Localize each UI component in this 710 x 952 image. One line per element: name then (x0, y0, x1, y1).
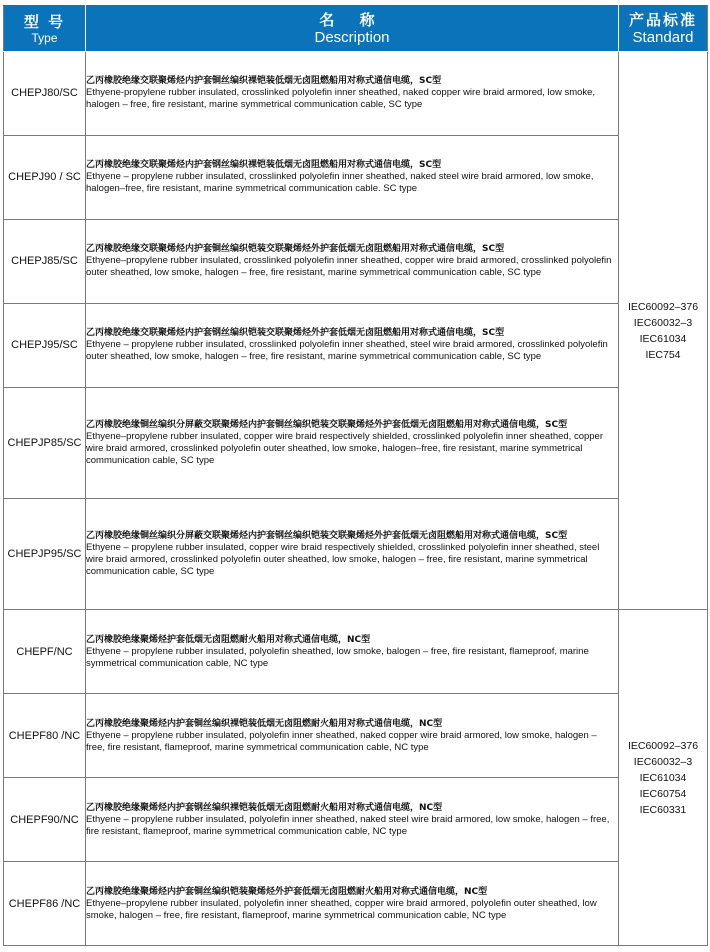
description-cn: 乙丙橡胶绝缘聚烯烃护套低烟无卤阻燃耐火船用对称式通信电缆，NC型 (86, 634, 371, 645)
description-en: Ethyene – propylene rubber insulated, polyolefin sheathed, low smoke, balogen – free, fire resistant, flameproof, marine symmetrical communication cable, NC type (86, 645, 589, 669)
table-body (4, 52, 708, 946)
type-cell: CHEPF90/NC (4, 778, 86, 862)
header-description-cn: 名 称 (319, 10, 385, 29)
standard-item: IEC60032–3 (633, 316, 693, 329)
description-en: Ethyene–propylene rubber insulated, polyolefin inner sheathed, copper wire braid armored, polyolefin outer sheathed, low smoke, halogen – free, fire resistant, flameproof, marine symmetrical communication cable, NC type (86, 897, 597, 921)
table-row (4, 610, 708, 694)
table-row (4, 135, 708, 219)
type-cell: CHEPJ80/SC (4, 52, 86, 136)
description-cell (86, 135, 619, 219)
header-description-en: Description (314, 28, 390, 46)
description-en: Ethyene – propylene rubber insulated, polyolefin inner sheathed, naked steel wire braid armored, low smoke, halogen – free, fire resistant, flameproof, marine symmetrical communication cable, NC type (86, 813, 610, 837)
type-cell: CHEPJ85/SC (4, 219, 86, 303)
description-cn: 乙丙橡胶绝缘交联聚烯烃内护套铜丝编织铠装交联聚烯烃外护套低烟无卤阻燃船用对称式通信电缆，SC型 (86, 244, 505, 255)
description-cn: 乙丙橡胶绝缘交联聚烯烃内护套钢丝编织铠装交联聚烯烃外护套低烟无卤阻燃船用对称式通信电缆，SC型 (86, 328, 505, 339)
header-type-cn: 型 号 (23, 12, 66, 31)
description-cell (86, 862, 619, 946)
description-cell (86, 498, 619, 609)
standard-item: IEC754 (645, 348, 681, 361)
description-cell (86, 778, 619, 862)
description-cell (86, 610, 619, 694)
standard-item: IEC60092–376 (627, 300, 699, 313)
header-standard-cn: 产品标准 (628, 10, 697, 29)
header-type (4, 6, 86, 52)
description-cn: 乙丙橡胶绝缘聚烯烃内护套铜丝编织裸铠装低烟无卤阻燃耐火船用对称式通信电缆，NC型 (86, 718, 443, 729)
description-cell (86, 219, 619, 303)
description-cell (86, 387, 619, 498)
header-type-en: Type (31, 30, 58, 45)
table-row (4, 778, 708, 862)
standard-item: IEC61034 (639, 332, 687, 345)
description-en: Ethyene–propylene rubber insulated, copper wire braid respectively shielded, crosslinked polyolefin inner sheathed, copper wire braid armored, crosslinked polyolefin outer sheathed, low smoke, halogen–free, fire resistant, marine symmetrical communication cable, SC type (86, 430, 604, 466)
standard-item: IEC60092–376 (627, 739, 699, 752)
table-row (4, 694, 708, 778)
description-en: Ethyene – propylene rubber insulated, copper wire braid respectively shielded, crosslinked polyolefin inner sheathed, steel wire braid armored, crosslinked polyolefin outer sheathed, low smoke, halogen – free, fire resistant, marine symmetrical communication cable, SC type (86, 542, 600, 578)
standard-cell-group-2 (619, 610, 708, 946)
standard-item: IEC60331 (639, 803, 687, 816)
table-row (4, 303, 708, 387)
description-en: Ethyene-propylene rubber insulated, crosslinked polyolefin inner sheathed, naked copper wire braid armored, low smoke, halogen – free, fire resistant, marine symmetrical communication cable, SC type (86, 87, 596, 111)
description-cn: 乙丙橡胶绝缘铜丝编织分屏蔽交联聚烯烃内护套铜丝编织铠装交联聚烯烃外护套低烟无卤阻燃船用对称式通信电缆，SC型 (86, 419, 568, 430)
description-cell (86, 52, 619, 136)
type-cell: CHEPJ90 / SC (4, 135, 86, 219)
header-description (86, 6, 619, 52)
description-en: Ethyene – propylene rubber insulated, crosslinked polyolefin inner sheathed, naked steel wire braid armored, low smoke, halogen–free, fire resistant, marine symmetrical communication cable. SC type (86, 171, 594, 195)
description-cell (86, 303, 619, 387)
standard-item: IEC60754 (639, 787, 687, 800)
table-row (4, 387, 708, 498)
cable-spec-table (3, 5, 708, 946)
description-cn: 乙丙橡胶绝缘聚烯烃内护套铜丝编织铠装聚烯烃外护套低烟无卤阻燃耐火船用对称式通信电缆，NC型 (86, 886, 488, 897)
description-cn: 乙丙橡胶绝缘铜丝编织分屏蔽交联聚烯烃内护套钢丝编织铠装交联聚烯烃外护套低烟无卤阻燃船用对称式通信电缆，SC型 (86, 531, 568, 542)
table-row (4, 219, 708, 303)
standard-item: IEC60032–3 (633, 755, 693, 768)
description-cn: 乙丙橡胶绝缘交联聚烯烃内护套铜丝编织裸铠装低烟无卤阻燃船用对称式通信电缆，SC型 (86, 76, 442, 87)
standard-item: IEC61034 (639, 771, 687, 784)
header-standard-en: Standard (632, 28, 694, 46)
type-cell: CHEPF80 /NC (4, 694, 86, 778)
table-row (4, 498, 708, 609)
description-cn: 乙丙橡胶绝缘聚烯烃内护套钢丝编织裸铠装低烟无卤阻燃耐火船用对称式通信电缆，NC型 (86, 802, 443, 813)
description-en: Ethyene–propylene rubber insulated, crosslinked polyolefin inner sheathed, copper wire braid armored, crosslinked polyolefin outer sheathed, low smoke, halogen – free, fire resistant, marine symmetrical communication cable, SC type (86, 255, 612, 279)
header-standard (619, 6, 708, 52)
table-row (4, 52, 708, 136)
type-cell: CHEPJP85/SC (4, 387, 86, 498)
type-cell: CHEPF86 /NC (4, 862, 86, 946)
type-cell: CHEPJ95/SC (4, 303, 86, 387)
standard-cell-group-1 (619, 52, 708, 610)
table-row (4, 862, 708, 946)
description-en: Ethyene – propylene rubber insulated, polyolefin inner sheathed, naked copper wire braid armored, low smoke, halogen – free, fire resistant, flameproof, marine symmetrical communication cable, NC type (86, 729, 597, 753)
type-cell: CHEPF/NC (4, 610, 86, 694)
description-cn: 乙丙橡胶绝缘交联聚烯烃内护套钢丝编织裸铠装低烟无卤阻燃船用对称式通信电缆，SC型 (86, 160, 442, 171)
description-en: Ethyene – propylene rubber insulated, crosslinked polyolefin inner sheathed, steel wire braid armored, crosslinked polyolefin outer sheathed, low smoke, halogen – free, fire resistant, marine symmetrical communication cable, SC type (86, 339, 608, 363)
table-header-row (4, 6, 708, 52)
type-cell: CHEPJP95/SC (4, 498, 86, 609)
description-cell (86, 694, 619, 778)
